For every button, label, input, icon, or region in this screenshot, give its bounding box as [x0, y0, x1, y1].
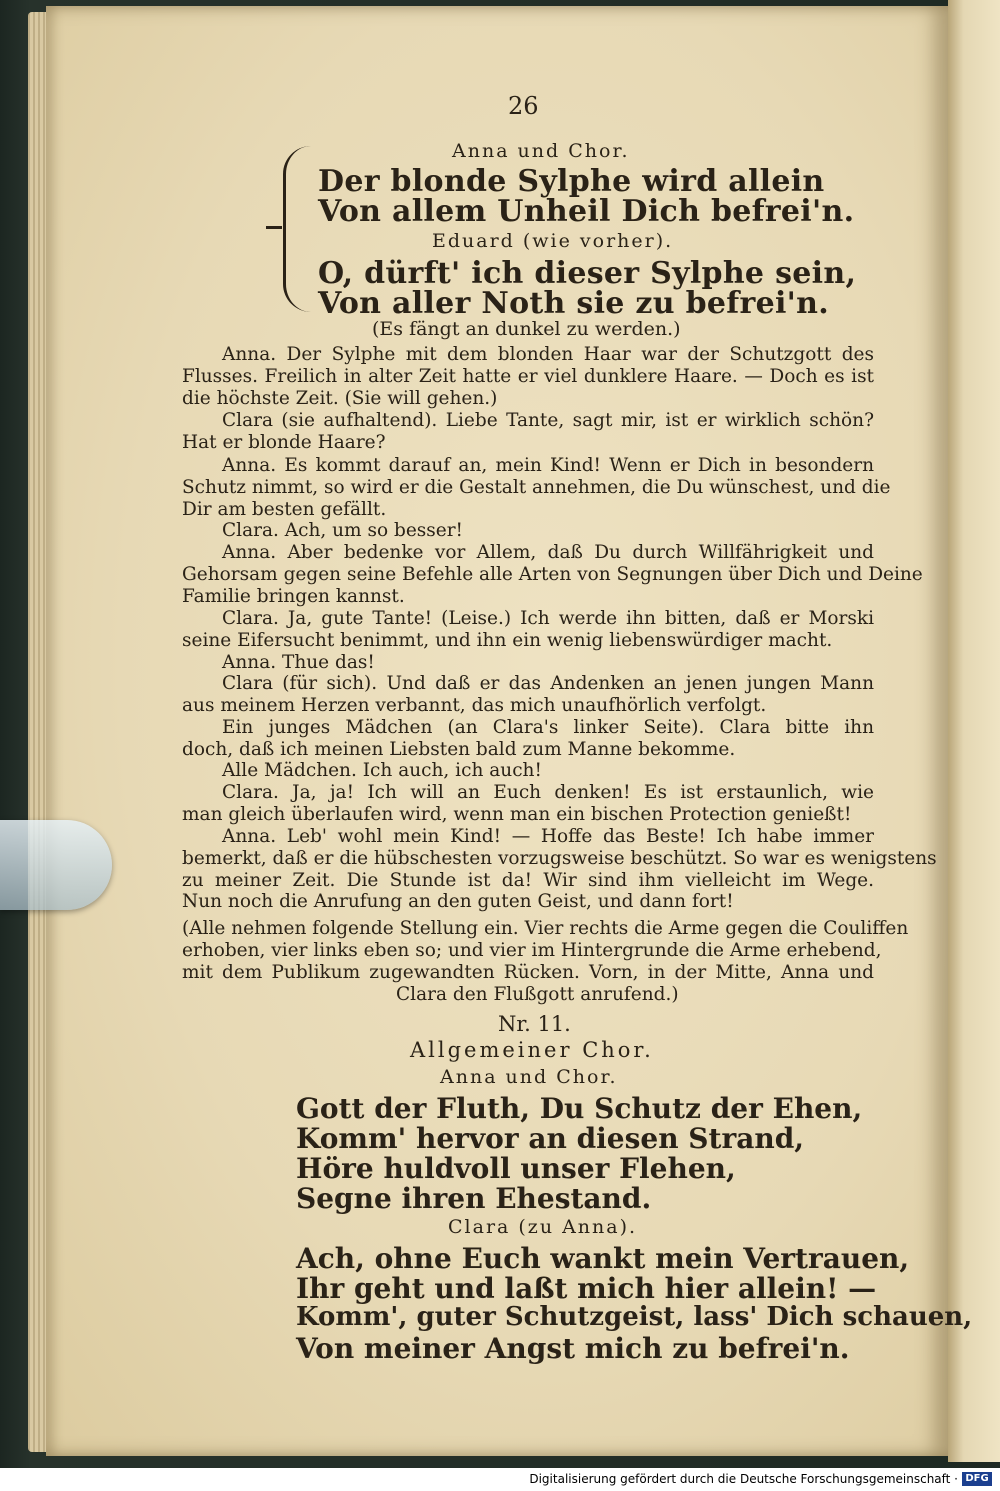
dialogue-line: Clara (sie aufhaltend). Liebe Tante, sagt mir, ist er wirklich schön? — [222, 410, 874, 431]
verse-line: Von allem Unheil Dich befrei'n. — [318, 194, 855, 229]
footer-bar — [0, 1468, 1000, 1491]
dialogue-line: Clara. Ach, um so besser! — [222, 520, 463, 541]
dialogue-line: Schutz nimmt, so wird er die Gestalt annehmen, die Du wünschest, und die — [182, 477, 891, 498]
dialogue-line: Flusses. Freilich in alter Zeit hatte er viel dunklere Haare. — Doch es ist — [182, 366, 874, 387]
dialogue-line: Anna. Leb' wohl mein Kind! — Hoffe das Beste! Ich habe immer — [222, 826, 874, 847]
verse-line: Komm' hervor an diesen Strand, — [296, 1122, 805, 1155]
speaker-cue: Clara (zu Anna). — [448, 1216, 638, 1238]
dialogue-line: Ein junges Mädchen (an Clara's linker Seite). Clara bitte ihn — [222, 717, 874, 738]
verse-brace-tip — [266, 226, 282, 229]
verse-line: Von aller Noth sie zu befrei'n. — [318, 286, 830, 321]
dialogue-line: zu meiner Zeit. Die Stunde ist da! Wir sind ihm vielleicht im Wege. — [182, 870, 874, 891]
speaker-cue: Anna und Chor. — [440, 1066, 618, 1088]
stage-direction: (Alle nehmen folgende Stellung ein. Vier rechts die Arme gegen die Couliffen — [182, 918, 909, 939]
section-number: Nr. 11. — [498, 1012, 571, 1036]
dialogue-line: Hat er blonde Haare? — [182, 432, 386, 453]
dialogue-line: Clara. Ja, ja! Ich will an Euch denken! Es ist erstaunlich, wie — [222, 782, 874, 803]
dfg-logo: DFG — [962, 1472, 992, 1486]
verse-line: Von meiner Angst mich zu befrei'n. — [296, 1332, 850, 1365]
stage-direction: mit dem Publikum zugewandten Rücken. Vorn, in der Mitte, Anna und — [182, 962, 874, 983]
verse-brace — [283, 146, 314, 312]
dialogue-line: Anna. Thue das! — [222, 652, 375, 673]
dialogue-line: Alle Mädchen. Ich auch, ich auch! — [222, 760, 542, 781]
dialogue-line: aus meinem Herzen verbannt, das mich unaufhörlich verfolgt. — [182, 695, 767, 716]
dialogue-line: Nun noch die Anrufung an den guten Geist, und dann fort! — [182, 891, 734, 912]
dialogue-line: seine Eifersucht benimmt, und ihn ein wenig liebenswürdiger macht. — [182, 630, 833, 651]
verse-line: Gott der Fluth, Du Schutz der Ehen, — [296, 1092, 863, 1125]
stage-direction: erhoben, vier links eben so; und vier im Hintergrunde die Arme erhebend, — [182, 940, 882, 961]
funding-credit: Digitalisierung gefördert durch die Deutsche Forschungsgemeinschaft · — [529, 1472, 958, 1486]
verse-line: Der blonde Sylphe wird allein — [318, 164, 825, 199]
stage-direction: (Es fängt an dunkel zu werden.) — [372, 318, 681, 340]
dialogue-line: doch, daß ich meinen Liebsten bald zum Manne bekomme. — [182, 739, 736, 760]
speaker-cue: Anna und Chor. — [452, 140, 630, 162]
stage-direction: Clara den Flußgott anrufend.) — [396, 984, 679, 1005]
verse-line: Höre huldvoll unser Flehen, — [296, 1152, 736, 1185]
verse-line: Komm', guter Schutzgeist, lass' Dich schauen, — [296, 1302, 973, 1332]
dialogue-line: Gehorsam gegen seine Befehle alle Arten von Segnungen über Dich und Deine — [182, 564, 923, 585]
verse-line: Ach, ohne Euch wankt mein Vertrauen, — [296, 1242, 910, 1275]
dialogue-line: die höchste Zeit. (Sie will gehen.) — [182, 388, 498, 409]
dialogue-line: man gleich überlaufen wird, wenn man ein bischen Protection genießt! — [182, 804, 852, 825]
page-number: 26 — [508, 92, 539, 120]
dialogue-line: Clara. Ja, gute Tante! (Leise.) Ich werde ihn bitten, daß er Morski — [222, 608, 874, 629]
dialogue-line: Clara (für sich). Und daß er das Andenken an jenen jungen Mann — [222, 673, 874, 694]
dialogue-line: Anna. Aber bedenke vor Allem, daß Du durch Willfährigkeit und — [222, 542, 874, 563]
speaker-cue: Eduard (wie vorher). — [432, 230, 674, 252]
verse-line: O, dürft' ich dieser Sylphe sein, — [318, 256, 857, 291]
dialogue-line: Anna. Der Sylphe mit dem blonden Haar war der Schutzgott des — [222, 344, 874, 365]
dialogue-line: bemerkt, daß er die hübschesten vorzugsweise beschützt. So war es wenigstens — [182, 848, 937, 869]
dialogue-line: Familie bringen kannst. — [182, 586, 405, 607]
verse-line: Ihr geht und laßt mich hier allein! — — [296, 1272, 877, 1305]
verse-line: Segne ihren Ehestand. — [296, 1182, 652, 1215]
section-title: Allgemeiner Chor. — [410, 1038, 654, 1062]
dialogue-line: Anna. Es kommt darauf an, mein Kind! Wenn er Dich in besondern — [222, 455, 874, 476]
dialogue-line: Dir am besten gefällt. — [182, 499, 387, 520]
